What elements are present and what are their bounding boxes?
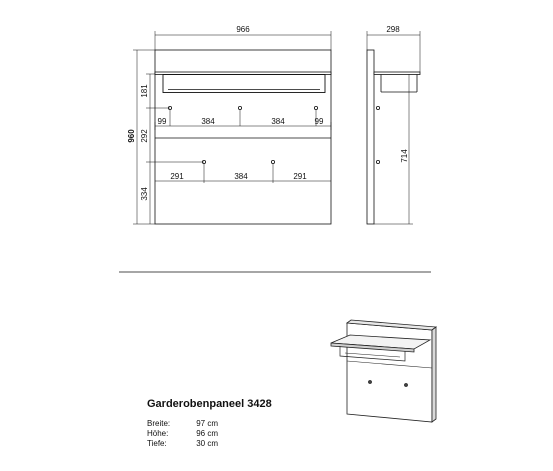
spec-value: 96 cm [196,429,218,438]
upper-hook-gap-3: 384 [271,117,285,126]
side-hook-lower [376,160,379,163]
lower-hook-gap-1: 291 [170,172,184,181]
product-specs [147,419,218,449]
spec-row-width [147,419,218,429]
lower-hook-gap-3: 291 [293,172,307,181]
upper-hook-gap-4: 99 [314,117,324,126]
lower-hook-gap-2: 384 [234,172,248,181]
lower-hook-right [271,160,274,163]
upper-hook-height-label: 292 [140,129,149,143]
spec-label: Breite: [147,419,171,428]
product-title: Garderobenpaneel 3428 [147,398,272,410]
side-shelf [374,72,420,75]
shelf-height-label: 181 [140,84,149,98]
side-panel-outline [367,50,374,224]
spec-label: Tiefe: [147,439,167,448]
side-view [367,31,420,224]
product-hook-left [369,381,372,384]
side-height-label: 714 [400,149,409,163]
height-total-label: 960 [127,129,136,143]
product-3d-view [331,320,436,422]
upper-hook-right [314,106,317,109]
spec-value: 97 cm [196,419,218,428]
product-hook-right [405,384,408,387]
spec-row-height [147,429,218,439]
spec-row-depth [147,439,218,449]
side-hook-upper [376,106,379,109]
spec-label: Höhe: [147,429,169,438]
spec-value: 30 cm [196,439,218,448]
front-view [133,31,331,224]
front-panel-outline [155,50,331,224]
side-width-label: 298 [386,25,400,34]
lower-height-label: 334 [140,187,149,201]
upper-hook-gap-1: 99 [157,117,167,126]
upper-hook-center-left [238,106,241,109]
upper-hook-gap-2: 384 [201,117,215,126]
front-width-label: 966 [236,25,250,34]
